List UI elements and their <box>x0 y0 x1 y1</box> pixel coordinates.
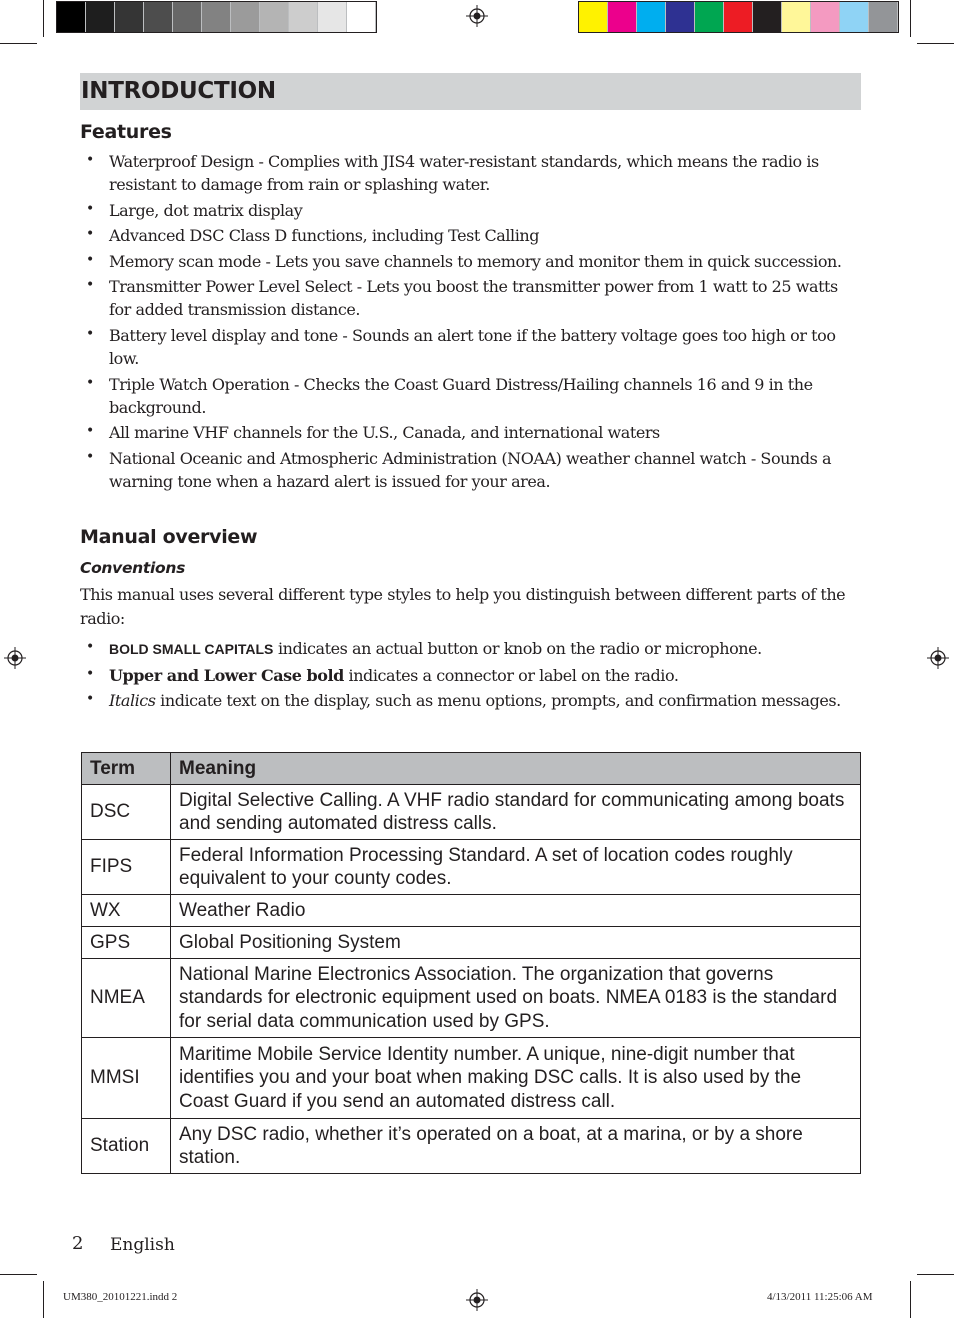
style-sample-italics: Italics <box>109 691 156 711</box>
registration-mark-icon <box>466 1289 488 1311</box>
registration-mark-icon <box>4 647 26 669</box>
bullet-icon: • <box>86 200 94 217</box>
manual-overview-heading: Manual overview <box>80 526 258 548</box>
table-row <box>82 1038 861 1119</box>
features-list <box>84 150 858 495</box>
crop-mark <box>917 43 954 44</box>
gray-swatch-4 <box>173 2 202 32</box>
bullet-icon: • <box>86 325 94 342</box>
crop-mark <box>0 1274 37 1275</box>
crop-mark <box>0 43 37 44</box>
conventions-intro: This manual uses several different type styles to help you distinguish between different parts of the radio: <box>80 585 846 628</box>
color-swatch-9 <box>840 2 869 32</box>
table-row <box>82 1119 861 1174</box>
term-cell: GPS <box>82 927 171 959</box>
table-row <box>82 840 861 895</box>
table-row <box>82 895 861 927</box>
bullet-icon: • <box>86 691 94 708</box>
bullet-icon: • <box>86 423 94 440</box>
slug-file-info: UM380_20101221.indd 2 <box>63 1291 178 1303</box>
terms-table <box>81 752 861 1174</box>
color-swatch-4 <box>695 2 724 32</box>
table-row <box>82 927 861 959</box>
term-cell: MMSI <box>82 1038 171 1119</box>
color-swatch-8 <box>811 2 840 32</box>
meaning-cell: Global Positioning System <box>171 927 861 959</box>
conventions-heading: Conventions <box>80 559 186 577</box>
bullet-icon: • <box>86 152 94 168</box>
list-item: • National Oceanic and Atmospheric Administration (NOAA) weather channel watch - Sounds a warning tone when a hazard alert is issued for your area. <box>84 447 858 493</box>
color-swatch-7 <box>782 2 811 32</box>
color-swatch-6 <box>753 2 782 32</box>
gray-swatch-2 <box>115 2 144 32</box>
list-item: • Battery level display and tone - Sounds an alert tone if the battery voltage goes too high or too low. <box>84 324 858 370</box>
gray-swatch-0 <box>57 2 86 32</box>
grayscale-swatch-bar <box>56 1 377 33</box>
style-sample-bold: Upper and Lower Case bold <box>109 665 344 685</box>
table-row <box>82 959 861 1038</box>
list-item: • Triple Watch Operation - Checks the Coast Guard Distress/Hailing channels 16 and 9 in the background. <box>84 373 858 419</box>
list-item: • Italics indicate text on the display, such as menu options, prompts, and confirmation messages. <box>84 689 858 712</box>
page-number: 2 <box>72 1233 84 1254</box>
column-header-meaning: Meaning <box>171 753 861 785</box>
list-item: • All marine VHF channels for the U.S., Canada, and international waters <box>84 421 858 444</box>
bullet-icon: • <box>86 251 94 268</box>
features-heading: Features <box>80 121 172 143</box>
gray-swatch-7 <box>260 2 289 32</box>
meaning-cell: Any DSC radio, whether it’s operated on a boat, at a marina, or by a shore station. <box>171 1119 861 1174</box>
color-swatch-0 <box>579 2 608 32</box>
bullet-icon: • <box>86 639 94 655</box>
column-header-term: Term <box>82 753 171 785</box>
table-header-row <box>82 753 861 785</box>
gray-swatch-3 <box>144 2 173 32</box>
gray-swatch-6 <box>231 2 260 32</box>
meaning-cell: Weather Radio <box>171 895 861 927</box>
color-swatch-10 <box>869 2 898 32</box>
term-cell: Station <box>82 1119 171 1174</box>
registration-mark-icon <box>466 5 488 27</box>
meaning-cell: Digital Selective Calling. A VHF radio standard for communicating among boats and sending automated distress calls. <box>171 785 861 840</box>
gray-swatch-1 <box>86 2 115 32</box>
slug-timestamp: 4/13/2011 11:25:06 AM <box>767 1291 873 1303</box>
table-row <box>82 785 861 840</box>
list-item: • Memory scan mode - Lets you save channels to memory and monitor them in quick succession. <box>84 250 858 273</box>
list-item: • Advanced DSC Class D functions, including Test Calling <box>84 224 858 247</box>
crop-mark <box>910 0 911 37</box>
crop-mark <box>43 0 44 37</box>
crop-mark <box>43 1281 44 1318</box>
list-item: • Large, dot matrix display <box>84 199 858 222</box>
term-cell: FIPS <box>82 840 171 895</box>
gray-swatch-9 <box>318 2 347 32</box>
color-swatch-bar <box>578 1 899 33</box>
term-cell: DSC <box>82 785 171 840</box>
footer-language: English <box>110 1235 175 1255</box>
bullet-icon: • <box>86 277 94 294</box>
meaning-cell: Maritime Mobile Service Identity number. A unique, nine-digit number that identifies you and your boat when making DSC calls. It is also used by the Coast Guard if you send an automated distress call. <box>171 1038 861 1119</box>
gray-swatch-8 <box>289 2 318 32</box>
gray-swatch-5 <box>202 2 231 32</box>
bullet-icon: • <box>86 665 94 682</box>
list-item: • Waterproof Design - Complies with JIS4 water-resistant standards, which means the radio is resistant to damage from rain or splashing water. <box>84 150 858 196</box>
color-swatch-2 <box>637 2 666 32</box>
section-title: INTRODUCTION <box>80 73 861 110</box>
color-swatch-1 <box>608 2 637 32</box>
crop-mark <box>910 1281 911 1318</box>
style-sample-bold-small-caps: BOLD SMALL CAPITALS <box>109 641 274 657</box>
bullet-icon: • <box>86 448 94 465</box>
color-swatch-5 <box>724 2 753 32</box>
conventions-list <box>84 637 858 715</box>
registration-mark-icon <box>927 647 949 669</box>
term-cell: WX <box>82 895 171 927</box>
bullet-icon: • <box>86 374 94 391</box>
crop-mark <box>917 1274 954 1275</box>
list-item: • BOLD SMALL CAPITALS indicates an actual button or knob on the radio or microphone. <box>84 637 858 661</box>
meaning-cell: Federal Information Processing Standard. A set of location codes roughly equivalent to your county codes. <box>171 840 861 895</box>
term-cell: NMEA <box>82 959 171 1038</box>
list-item: • Transmitter Power Level Select - Lets you boost the transmitter power from 1 watt to 25 watts for added transmission distance. <box>84 275 858 321</box>
list-item: • Upper and Lower Case bold indicates a connector or label on the radio. <box>84 664 858 687</box>
gray-swatch-10 <box>347 2 376 32</box>
bullet-icon: • <box>86 226 94 243</box>
color-swatch-3 <box>666 2 695 32</box>
meaning-cell: National Marine Electronics Association. The organization that governs standards for electronic equipment used on boats. NMEA 0183 is the standard for serial data communication used by GPS. <box>171 959 861 1038</box>
